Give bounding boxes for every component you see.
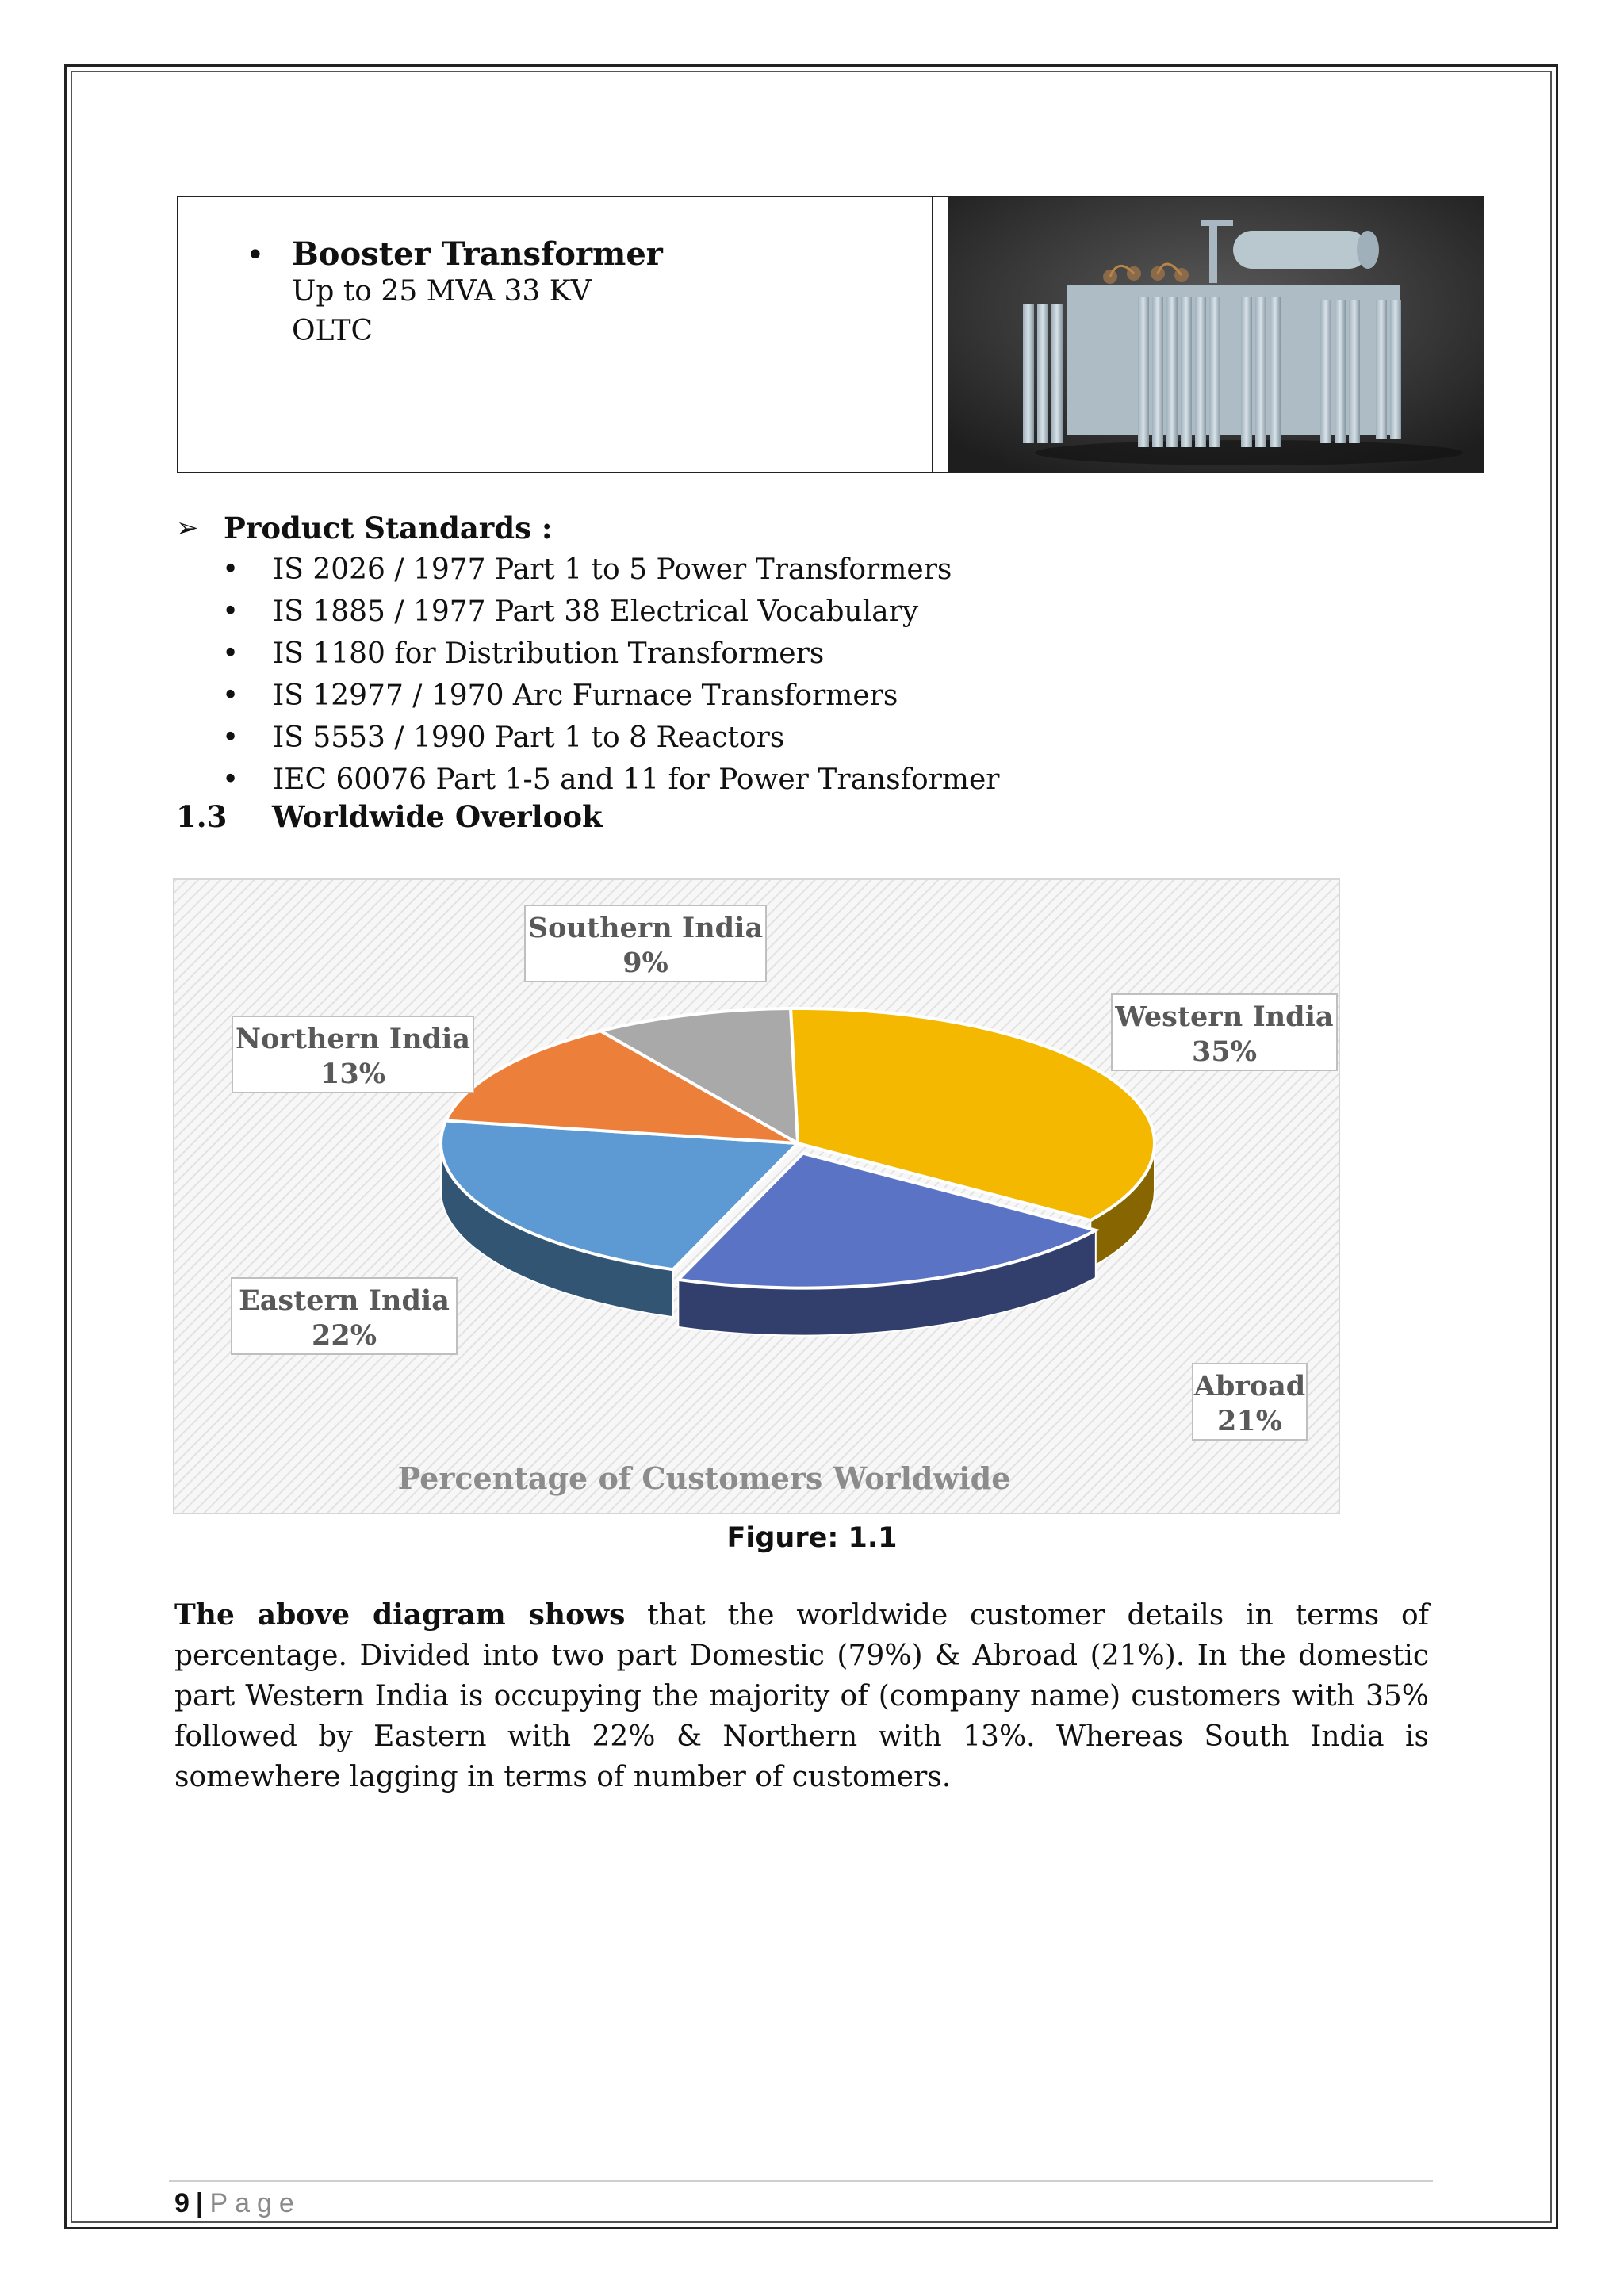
bullet: • bbox=[246, 237, 265, 274]
product-table bbox=[177, 196, 1484, 473]
standards-heading: Product Standards : bbox=[224, 511, 553, 545]
product-title: Booster Transformer bbox=[292, 235, 663, 273]
page-number: 9 bbox=[174, 2188, 190, 2218]
footer-separator: | bbox=[195, 2188, 204, 2218]
data-label-southern-india bbox=[525, 905, 766, 982]
page-footer bbox=[174, 2188, 301, 2219]
label-value: 35% bbox=[1192, 1035, 1257, 1068]
label-category: Western India bbox=[1115, 1001, 1334, 1033]
label-value: 13% bbox=[320, 1058, 385, 1090]
label-value: 21% bbox=[1217, 1405, 1282, 1437]
table-divider bbox=[932, 197, 933, 472]
label-category: Southern India bbox=[527, 912, 764, 944]
footer-rule bbox=[169, 2180, 1433, 2182]
figure-caption: Figure: 1.1 bbox=[726, 1522, 898, 1554]
standards-list bbox=[222, 549, 1000, 801]
paragraph-lead: The above diagram shows bbox=[174, 1598, 626, 1632]
label-category: Abroad bbox=[1193, 1370, 1306, 1402]
section-title: Worldwide Overlook bbox=[272, 799, 603, 834]
pie-chart bbox=[173, 878, 1340, 1514]
list-item: • IS 12977 / 1970 Arc Furnace Transformers bbox=[222, 679, 898, 712]
label-category: Eastern India bbox=[239, 1284, 450, 1317]
list-item: • IS 5553 / 1990 Part 1 to 8 Reactors bbox=[222, 721, 785, 754]
list-item: • IS 1180 for Distribution Transformers bbox=[222, 637, 825, 670]
list-item: • IS 2026 / 1977 Part 1 to 5 Power Transformers bbox=[222, 553, 952, 586]
list-item: • IS 1885 / 1977 Part 38 Electrical Vocabulary bbox=[222, 595, 919, 628]
product-spec: OLTC bbox=[292, 315, 373, 347]
data-label-eastern-india bbox=[232, 1278, 457, 1354]
label-category: Northern India bbox=[236, 1023, 470, 1055]
pie-chart-svg bbox=[174, 880, 1339, 1513]
data-label-western-india bbox=[1112, 994, 1337, 1070]
data-label-abroad bbox=[1193, 1364, 1307, 1440]
arrow-bullet-icon: ➢ bbox=[176, 512, 199, 544]
label-value: 22% bbox=[312, 1319, 377, 1352]
list-item: • IEC 60076 Part 1-5 and 11 for Power Transformer bbox=[222, 763, 1000, 796]
data-label-northern-india bbox=[232, 1016, 473, 1093]
body-paragraph bbox=[174, 1595, 1429, 1797]
paragraph-text: that the worldwide customer details in terms of percentage. Divided into two part Domestic (79%) & Abroad (21%). In the domestic part Western India is occupying the majority of (company name) customers with 35% followed by Eastern with 22% & Northern with 13%. Whereas South India is somewhere lagging in terms of number of customers. bbox=[174, 1599, 1430, 1793]
page-label: Page bbox=[209, 2188, 301, 2218]
section-number: 1.3 bbox=[176, 799, 228, 834]
label-value: 9% bbox=[622, 947, 668, 979]
chart-title: Percentage of Customers Worldwide bbox=[397, 1460, 1011, 1496]
transformer-image bbox=[948, 197, 1484, 472]
product-spec: Up to 25 MVA 33 KV bbox=[292, 275, 592, 308]
